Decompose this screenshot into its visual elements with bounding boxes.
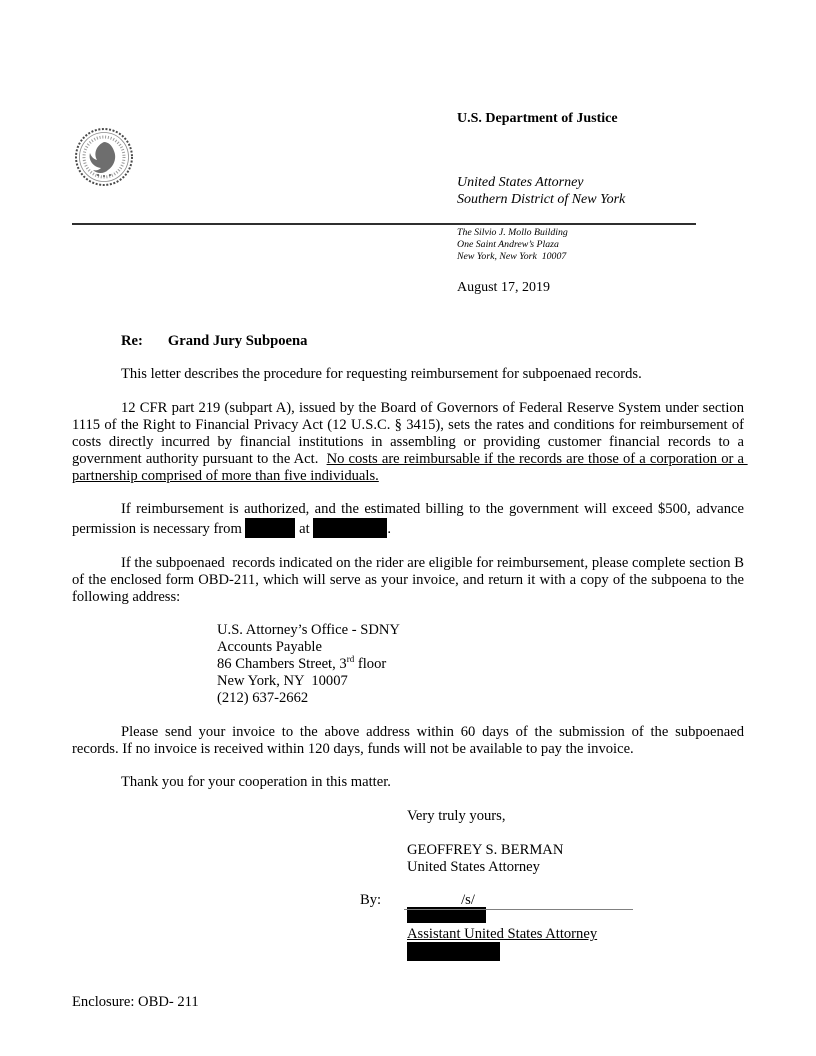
office-line-district: Southern District of New York <box>457 192 626 207</box>
redaction-box <box>245 518 295 538</box>
by-label: By: <box>360 892 382 908</box>
payment-address-phone: (212) 637-2662 <box>217 690 309 706</box>
cfr-text: 12 CFR part 219 (subpart A), issued by the Board of Governors of Federal Reserve System under section 1115 of the Right to Financial Privacy Act (12 U.S.C. § 3415), sets the rates and conditions for reimbursement of costs directly incurred by financial institutions in assembling or providing customer financial records to a government authority pursuant to the Act. <box>72 400 748 467</box>
payment-address-city: New York, NY 10007 <box>217 673 348 689</box>
permission-text-after: . <box>387 521 391 537</box>
by-line <box>72 892 744 910</box>
signer-title: Assistant United States Attorney <box>407 926 598 942</box>
paragraph-invoice-deadline: Please send your invoice to the above address within 60 days of the submission of the subpoenaed records. If no invoice is received within 120 days, funds will not be available to pay the invoice. <box>72 724 744 757</box>
re-subject: Grand Jury Subpoena <box>167 333 308 349</box>
paragraph-intro: This letter describes the procedure for requesting reimbursement for subpoenaed records. <box>121 366 642 382</box>
permission-text-before: If reimbursement is authorized, and the estimated billing to the government will exceed $500, advance permission is necessary from <box>72 501 744 537</box>
department-title: U.S. Department of Justice <box>457 111 618 126</box>
address-plaza: One Saint Andrew’s Plaza <box>457 239 559 251</box>
paragraph-cfr <box>72 400 748 485</box>
signer-block <box>407 842 744 876</box>
closing-phrase: Very truly yours, <box>407 808 506 824</box>
payment-address-dept: Accounts Payable <box>217 639 322 655</box>
office-block <box>457 174 625 208</box>
redaction-box-signer-contact <box>407 942 500 961</box>
letter-body <box>72 333 748 1011</box>
paragraph-obd211: If the subpoenaed records indicated on the rider are eligible for reimbursement, please complete section B of the enclosed form OBD-211, which will serve as your invoice, and return it with a copy of the subpoena to the following address: <box>72 555 748 605</box>
paragraph-advance-permission <box>72 501 744 538</box>
street-number: 86 Chambers Street, 3 <box>217 656 347 672</box>
address-building: The Silvio J. Mollo Building <box>457 227 568 238</box>
office-line-attorney: United States Attorney <box>457 175 584 190</box>
letterhead-rule <box>72 223 696 225</box>
paragraph-thanks: Thank you for your cooperation in this matter. <box>121 774 391 790</box>
cfr-underlined-text: No costs are reimbursable if the records are those of a corporation or a partnership comprised of more than five individuals. <box>72 451 748 484</box>
doj-seal-icon <box>73 126 135 188</box>
subject-line <box>121 333 744 350</box>
payment-address-block <box>217 622 744 707</box>
letterhead-address <box>457 227 568 264</box>
signature-line <box>404 892 633 910</box>
street-floor: floor <box>354 656 387 672</box>
payment-address-street <box>217 656 744 673</box>
signer-office: United States Attorney <box>407 859 540 875</box>
letter-date: August 17, 2019 <box>457 280 550 295</box>
enclosure-note: Enclosure: OBD- 211 <box>72 994 199 1010</box>
address-city: New York, New York 10007 <box>457 251 567 263</box>
redaction-box <box>313 518 387 538</box>
s-slash-mark: /s/ <box>461 892 475 908</box>
payment-address-office: U.S. Attorney’s Office - SDNY <box>217 622 400 638</box>
re-label: Re: <box>121 333 143 349</box>
street-ordinal: rd <box>346 654 355 665</box>
permission-text-mid: at <box>299 521 310 537</box>
signer-name: GEOFFREY S. BERMAN <box>407 842 564 858</box>
